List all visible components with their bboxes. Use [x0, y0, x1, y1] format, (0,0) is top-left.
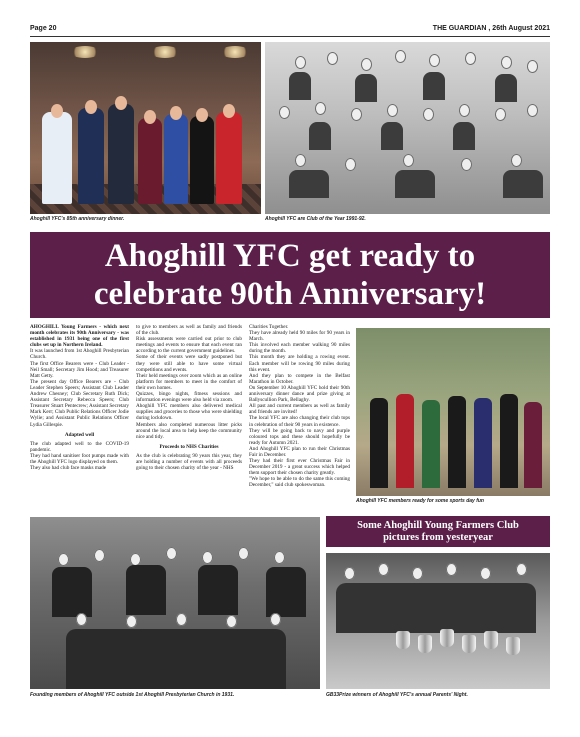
caption-photo5: GB33Prize winners of Ahoghill YFC's annual Parents' Night.	[326, 692, 468, 698]
chandelier-icon	[70, 46, 100, 58]
body	[336, 583, 536, 633]
person-figure	[524, 402, 542, 488]
caption-photo4: Founding members of Ahoghill YFC outside 1st Ahoghill Presbyterian Church in 1931.	[30, 692, 235, 698]
article-paragraph: Ahoghill YFC members also delivered medical supplies and groceries to those who were shielding during lockdown.	[136, 403, 242, 422]
face	[446, 563, 457, 576]
article-paragraph: They will be going back to navy and purple coloured tops and these should hopefully be ready for Autumn 2021.	[249, 427, 350, 446]
person-figure	[448, 396, 466, 488]
person-head	[115, 96, 127, 110]
person-figure	[42, 112, 72, 204]
article-paragraph: The club adapted well to the COVID-19 pandemic.	[30, 440, 129, 453]
article-paragraph: On September 10 Ahoghill YFC hold their 90th anniversary dinner dance and prize giving at Ballyscullion Park, Bellaghy.	[249, 384, 350, 404]
face	[238, 547, 249, 560]
face	[345, 158, 356, 171]
trophy-icon	[440, 629, 454, 647]
body	[52, 567, 92, 617]
headline-line1: Ahoghill YFC get ready to	[104, 238, 476, 274]
headline-line2: celebrate 90th Anniversary!	[93, 276, 487, 312]
face	[295, 56, 306, 69]
body	[395, 170, 435, 198]
caption-photo1: Ahoghill YFC's 85th anniversary dinner.	[30, 216, 125, 222]
face	[527, 60, 538, 73]
chandelier-icon	[150, 46, 180, 58]
person-figure	[78, 108, 104, 204]
article-paragraph: to give to members as well as family and friends of the club.	[136, 324, 242, 337]
photo-anniversary-dinner	[30, 42, 261, 214]
person-head	[223, 104, 235, 118]
person-figure	[108, 104, 134, 204]
trophy-icon	[484, 631, 498, 649]
face	[465, 52, 476, 65]
face	[361, 58, 372, 71]
body	[503, 170, 543, 198]
face	[58, 553, 69, 566]
person-figure	[216, 112, 242, 204]
face	[527, 104, 538, 117]
article-paragraph: All past and current members as well as family and friends are invited!	[249, 403, 350, 416]
face	[176, 613, 187, 626]
header-rule	[30, 36, 550, 37]
body	[495, 74, 517, 102]
article-paragraph: They had their first ever Christmas Fair in December 2019 - a great success which helped them support their chosen charity greatly.	[249, 458, 350, 477]
article-paragraph: Their held meetings over zoom which as an online platform for members to meet in the comfort of their own homes.	[136, 372, 242, 391]
article-column-3	[249, 324, 350, 489]
photo-prize-winners	[326, 553, 550, 689]
person-head	[51, 104, 63, 118]
person-head	[170, 106, 182, 120]
article-column-2	[136, 324, 242, 471]
face	[501, 56, 512, 69]
article-paragraph: As the club is celebrating 90 years this year, they are holding a number of events with all proceeds going to their chosen charity of the year - NHS	[136, 452, 242, 472]
article-paragraph: It was launched from 1st Ahoghill Presbyterian Church.	[30, 348, 129, 361]
face	[387, 104, 398, 117]
face	[76, 613, 87, 626]
person-figure	[396, 394, 414, 488]
face	[274, 551, 285, 564]
caption-photo2: Ahoghill YFC are Club of the Year 1991-92.	[265, 216, 366, 222]
trophy-icon	[506, 637, 520, 655]
face	[279, 106, 290, 119]
article-paragraph: They have already held 90 miles for 90 years in March.	[249, 330, 350, 343]
article-paragraph: They had hand sanitiser foot pumps made with the Ahoghill YFC logo displayed on them.	[30, 452, 129, 465]
chandelier-icon	[220, 46, 250, 58]
face	[495, 108, 506, 121]
face	[429, 54, 440, 67]
article-paragraph: Members also completed numerous litter picks around the local area to help keep the community nice and tidy.	[136, 421, 242, 440]
trophy-icon	[462, 635, 476, 653]
article-paragraph: This involved each member walking 90 miles during the month.	[249, 342, 350, 355]
face	[412, 567, 423, 580]
face	[516, 563, 527, 576]
trophy-icon	[396, 631, 410, 649]
article-column-1	[30, 324, 129, 471]
article-subhead: Proceeds to NHS Charities	[159, 443, 219, 450]
face	[226, 615, 237, 628]
photo-sports-day	[356, 328, 550, 496]
page-number: Page 20	[30, 25, 57, 32]
face	[395, 50, 406, 63]
article-lead: AHOGHILL Young Farmers - which next month celebrates its 90th Anniversary - was established in 1931 being one of the first clubs set up in Northern Ireland.	[30, 324, 129, 349]
face	[351, 108, 362, 121]
article-paragraph: They also had club face masks made	[30, 465, 107, 472]
person-figure	[370, 398, 388, 488]
face	[94, 549, 105, 562]
yesteryear-title-1: Some Ahoghill Young Farmers Club	[357, 520, 519, 531]
face	[327, 52, 338, 65]
article-paragraph: The local YFC are also changing their club tops in celebration of their 90 years in existence.	[249, 415, 350, 428]
person-head	[85, 100, 97, 114]
person-figure	[474, 398, 492, 488]
face	[461, 158, 472, 171]
person-head	[196, 108, 208, 122]
face	[270, 613, 281, 626]
article-paragraph: Quizzes, bingo nights, fitness sessions and information evenings were also held via zoom.	[136, 391, 242, 404]
body	[266, 567, 306, 617]
face	[315, 102, 326, 115]
body	[423, 72, 445, 100]
body	[126, 565, 166, 615]
body	[289, 170, 329, 198]
face	[202, 551, 213, 564]
photo-founding-members	[30, 517, 320, 689]
person-figure	[164, 114, 188, 204]
body	[381, 122, 403, 150]
article-paragraph: Charities Together.	[249, 324, 289, 330]
face	[480, 567, 491, 580]
face	[295, 154, 306, 167]
face	[511, 154, 522, 167]
article-paragraph: The present day Office Bearers are - Club Leader Stephen Speers; Assistant Club Leader Andrew Chesney; Club Secretary Ruth Dick; Assistant Secretary Rebecca Speers; Club Treasurer Stuart Pentecrew; Assistant Secretary Mark Kerr; Club Public Relations Officer Jodie Wylie; and Assistant Public Relations Officer Lydia Gillespie.	[30, 378, 129, 428]
body	[309, 122, 331, 150]
face	[378, 563, 389, 576]
body	[198, 565, 238, 615]
article-paragraph: The first Office Bearers were - Club Leader - Neil Small; Secretary Jim Hood; and Treasurer Matt Getty.	[30, 360, 129, 379]
article-paragraph: Some of their events were sadly postponed but they were still able to have some virtual competitions and events.	[136, 354, 242, 373]
face	[126, 615, 137, 628]
person-figure	[500, 394, 518, 488]
article-paragraph: And Ahoghill YFC plan to run their Christmas Fair in December.	[249, 445, 350, 458]
article-paragraph: And they plan to compete in the Belfast Marathon in October.	[249, 372, 350, 385]
body	[289, 72, 311, 100]
article-paragraph: This month they are holding a rowing event. Each member will be rowing 90 miles during this event.	[249, 354, 350, 373]
face	[459, 104, 470, 117]
face	[166, 547, 177, 560]
trophy-icon	[418, 635, 432, 653]
face	[344, 567, 355, 580]
body	[453, 122, 475, 150]
publication-date: THE GUARDIAN , 26th August 2021	[432, 25, 550, 32]
body	[355, 74, 377, 102]
caption-photo3: Ahoghill YFC members ready for some sports day fun	[356, 498, 484, 504]
person-figure	[422, 400, 440, 488]
yesteryear-box	[326, 516, 550, 547]
photo-club-of-year	[265, 42, 550, 214]
headline-banner	[30, 232, 550, 318]
person-figure	[138, 118, 162, 204]
person-figure	[190, 116, 214, 204]
yesteryear-title-2: pictures from yesteryear	[383, 532, 493, 543]
face	[423, 108, 434, 121]
person-head	[144, 110, 156, 124]
face	[403, 154, 414, 167]
article-subhead: Adapted well	[64, 431, 95, 438]
body	[66, 629, 286, 689]
article-paragraph: Risk assessments were carried out prior to club meetings and events to ensure that each event ran according to the current government guidelines.	[136, 336, 242, 355]
article-paragraph: "We hope to be able to do the same this coming December," said club spokeswoman.	[249, 476, 350, 489]
